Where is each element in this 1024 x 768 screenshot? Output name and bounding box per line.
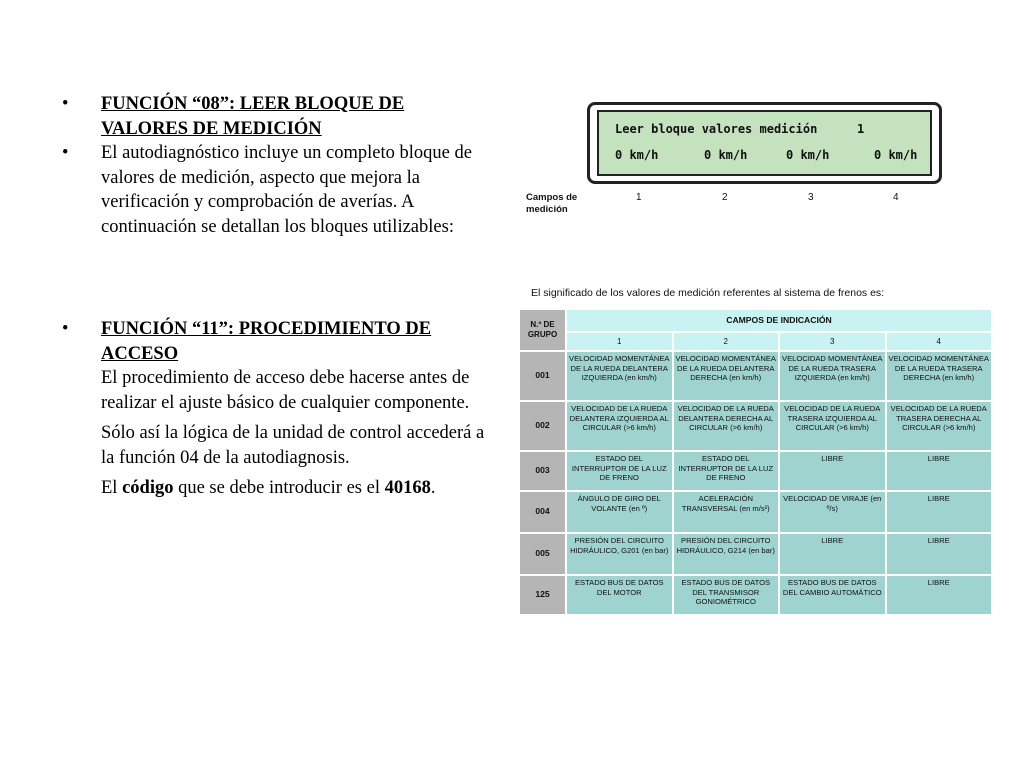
table-row xyxy=(520,576,991,614)
table-cell: VELOCIDAD MOMENTÁNEA DE LA RUEDA TRASERA IZQUIERDA (en km/h) xyxy=(780,352,885,400)
column-number: 3 xyxy=(780,333,885,350)
display-fields-header: CAMPOS DE INDICACIÓN xyxy=(567,310,991,331)
table-cell: ESTADO BUS DE DATOS DEL CAMBIO AUTOMÁTICO xyxy=(780,576,885,614)
table-cell: ACELERACIÓN TRANSVERSAL (en m/s²) xyxy=(674,492,779,532)
table-cell: VELOCIDAD DE LA RUEDA TRASERA IZQUIERDA AL CIRCULAR (>6 km/h) xyxy=(780,402,885,450)
bullet-dot: • xyxy=(62,319,69,339)
code-word: código xyxy=(122,478,174,498)
table-header-row xyxy=(520,310,991,331)
field-number-1: 1 xyxy=(636,192,642,203)
access-code: 40168 xyxy=(384,478,431,498)
display-value-4: 0 km/h xyxy=(874,148,918,162)
column-number: 1 xyxy=(567,333,672,350)
heading-function-11: FUNCIÓN “11”: PROCEDIMIENTO DE ACCESO xyxy=(101,319,432,364)
table-cell: LIBRE xyxy=(780,452,885,490)
table-cell: VELOCIDAD DE LA RUEDA DELANTERA DERECHA AL CIRCULAR (>6 km/h) xyxy=(674,402,779,450)
table-cell: VELOCIDAD MOMENTÁNEA DE LA RUEDA TRASERA DERECHA (en km/h) xyxy=(887,352,992,400)
column-number: 4 xyxy=(887,333,992,350)
table-cell: ESTADO DEL INTERRUPTOR DE LA LUZ DE FRENO xyxy=(567,452,672,490)
access-paragraph-3 xyxy=(62,476,492,501)
bullet-dot: • xyxy=(62,94,69,114)
table-caption: El significado de los valores de medición referentes al sistema de frenos es: xyxy=(531,287,885,299)
table-cell: VELOCIDAD DE LA RUEDA TRASERA DERECHA AL CIRCULAR (>6 km/h) xyxy=(887,402,992,450)
table-cell: ÁNGULO DE GIRO DEL VOLANTE (en º) xyxy=(567,492,672,532)
group-number: 004 xyxy=(520,492,565,532)
field-number-4: 4 xyxy=(893,192,899,203)
code-text-end: . xyxy=(430,478,436,498)
column-number: 2 xyxy=(674,333,779,350)
bullet-function-11 xyxy=(62,317,492,366)
display-block-number: 1 xyxy=(857,122,865,136)
table-cell: ESTADO BUS DE DATOS DEL TRANSMISOR GONIOMÉTRICO xyxy=(674,576,779,614)
table-row xyxy=(520,352,991,400)
code-text-pre: El xyxy=(101,478,123,498)
table-cell: ESTADO BUS DE DATOS DEL MOTOR xyxy=(567,576,672,614)
bullet-dot: • xyxy=(62,143,69,163)
field-number-3: 3 xyxy=(808,192,814,203)
table-row xyxy=(520,492,991,532)
tester-display-screen xyxy=(597,110,932,176)
table-cell: LIBRE xyxy=(887,576,992,614)
table-cell: PRESIÓN DEL CIRCUITO HIDRÁULICO, G201 (en bar) xyxy=(567,534,672,574)
table-cell: LIBRE xyxy=(887,452,992,490)
fields-label-line1: Campos de xyxy=(526,192,578,203)
table-cell: VELOCIDAD DE VIRAJE (en º/s) xyxy=(780,492,885,532)
table-row xyxy=(520,402,991,450)
table-cell: ESTADO DEL INTERRUPTOR DE LA LUZ DE FRENO xyxy=(674,452,779,490)
bullet-function-08 xyxy=(62,92,492,141)
autodiagnosis-text: El autodiagnóstico incluye un completo bloque de valores de medición, aspecto que mejora la verificación y comprobación de averías. A continuación se detallan los bloques utilizables: xyxy=(101,143,472,237)
fields-label-line2: medición xyxy=(526,204,568,215)
table-row xyxy=(520,452,991,490)
column-number-row xyxy=(520,333,991,350)
display-value-3: 0 km/h xyxy=(786,148,830,162)
table-cell: LIBRE xyxy=(780,534,885,574)
field-number-2: 2 xyxy=(722,192,728,203)
table-cell: LIBRE xyxy=(887,492,992,532)
code-text-mid: que se debe introducir es el xyxy=(173,478,385,498)
table-row xyxy=(520,534,991,574)
table-cell: VELOCIDAD MOMENTÁNEA DE LA RUEDA DELANTERA DERECHA (en km/h) xyxy=(674,352,779,400)
text-column xyxy=(62,92,492,501)
heading-function-08: FUNCIÓN “08”: LEER BLOQUE DE VALORES DE MEDICIÓN xyxy=(101,94,405,139)
display-value-1: 0 km/h xyxy=(615,148,659,162)
group-number: 005 xyxy=(520,534,565,574)
group-number: 003 xyxy=(520,452,565,490)
bullet-autodiagnosis xyxy=(62,141,492,239)
group-number: 002 xyxy=(520,402,565,450)
table-cell: VELOCIDAD DE LA RUEDA DELANTERA IZQUIERDA AL CIRCULAR (>6 km/h) xyxy=(567,402,672,450)
access-paragraph-1: El procedimiento de acceso debe hacerse antes de realizar el ajuste básico de cualquier componente. xyxy=(101,368,470,413)
group-number: 125 xyxy=(520,576,565,614)
table-cell: LIBRE xyxy=(887,534,992,574)
display-function-label: Leer bloque valores medición xyxy=(615,122,818,136)
group-number-header: N.º DE GRUPO xyxy=(520,310,565,350)
group-number: 001 xyxy=(520,352,565,400)
table-cell: VELOCIDAD MOMENTÁNEA DE LA RUEDA DELANTERA IZQUIERDA (en km/h) xyxy=(567,352,672,400)
access-paragraph-2: Sólo así la lógica de la unidad de control accederá a la función 04 de la autodiagnosis. xyxy=(101,423,485,468)
measurement-groups-table xyxy=(518,308,993,616)
table-cell: PRESIÓN DEL CIRCUITO HIDRÁULICO, G214 (en bar) xyxy=(674,534,779,574)
display-value-2: 0 km/h xyxy=(704,148,748,162)
